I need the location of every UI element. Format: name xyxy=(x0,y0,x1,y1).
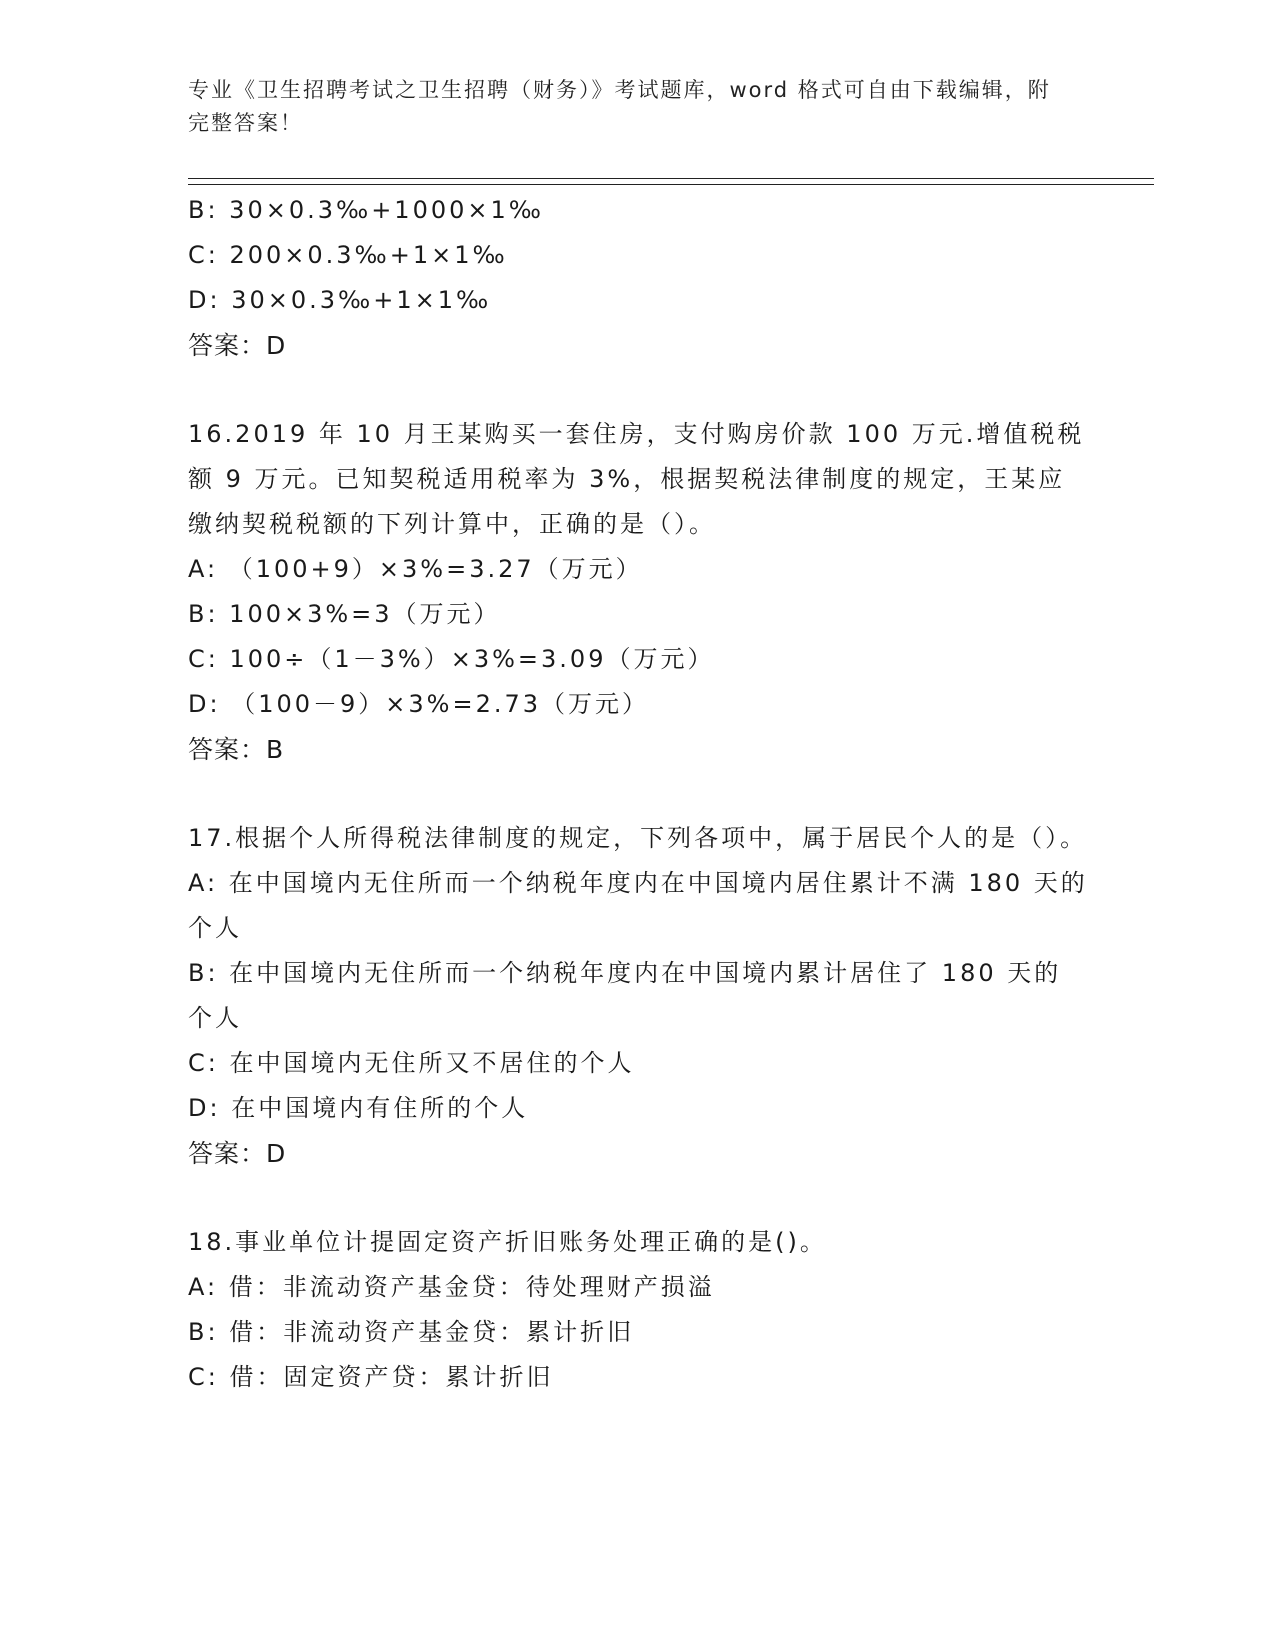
question-stem: 16.2019 年 10 月王某购买一套住房，支付购房价款 100 万元.增值税税额 9 万元。已知契税适用税率为 3%，根据契税法律制度的规定，王某应缴纳契税税额的下列计算中，正确的是（）。 xyxy=(188,420,1085,538)
document-body xyxy=(188,188,1088,1400)
option-a: A: 借：非流动资产基金贷：待处理财产损溢 xyxy=(188,1273,715,1301)
question-18 xyxy=(188,1220,1088,1400)
spacer xyxy=(188,1176,1088,1220)
question-17 xyxy=(188,816,1088,1176)
question-16 xyxy=(188,412,1088,772)
option-b: B: 在中国境内无住所而一个纳税年度内在中国境内累计居住了 180 天的个人 xyxy=(188,959,1062,1032)
option-d: D: （100－9）×3%=2.73（万元） xyxy=(188,690,650,718)
option-c: C: 100÷（1－3%）×3%=3.09（万元） xyxy=(188,645,715,673)
header-divider xyxy=(188,178,1154,185)
option-a: A: 在中国境内无住所而一个纳税年度内在中国境内居住累计不满 180 天的个人 xyxy=(188,869,1088,942)
option-b: B: 100×3%=3（万元） xyxy=(188,600,501,628)
option-a: A: （100+9）×3%=3.27（万元） xyxy=(188,555,643,583)
answer-label: 答案：D xyxy=(188,331,287,360)
answer-label: 答案：B xyxy=(188,735,285,764)
option-d: D: 30×0.3‰+1×1‰ xyxy=(188,286,492,314)
spacer xyxy=(188,772,1088,816)
option-c: C: 200×0.3‰+1×1‰ xyxy=(188,241,508,269)
question-stem: 17.根据个人所得税法律制度的规定，下列各项中，属于居民个人的是（）。 xyxy=(188,824,1088,852)
option-c: C: 在中国境内无住所又不居住的个人 xyxy=(188,1049,635,1077)
answer-label: 答案：D xyxy=(188,1139,287,1168)
option-b: B: 借：非流动资产基金贷：累计折旧 xyxy=(188,1318,635,1346)
question-stem: 18.事业单位计提固定资产折旧账务处理正确的是()。 xyxy=(188,1228,827,1256)
option-b: B: 30×0.3‰+1000×1‰ xyxy=(188,196,544,224)
document-header: 专业《卫生招聘考试之卫生招聘（财务）》考试题库，word 格式可自由下载编辑，附完整答案！ xyxy=(188,78,1051,135)
option-c: C: 借：固定资产贷：累计折旧 xyxy=(188,1363,554,1391)
option-d: D: 在中国境内有住所的个人 xyxy=(188,1094,529,1122)
question-15-continued xyxy=(188,188,1088,368)
spacer xyxy=(188,368,1088,412)
